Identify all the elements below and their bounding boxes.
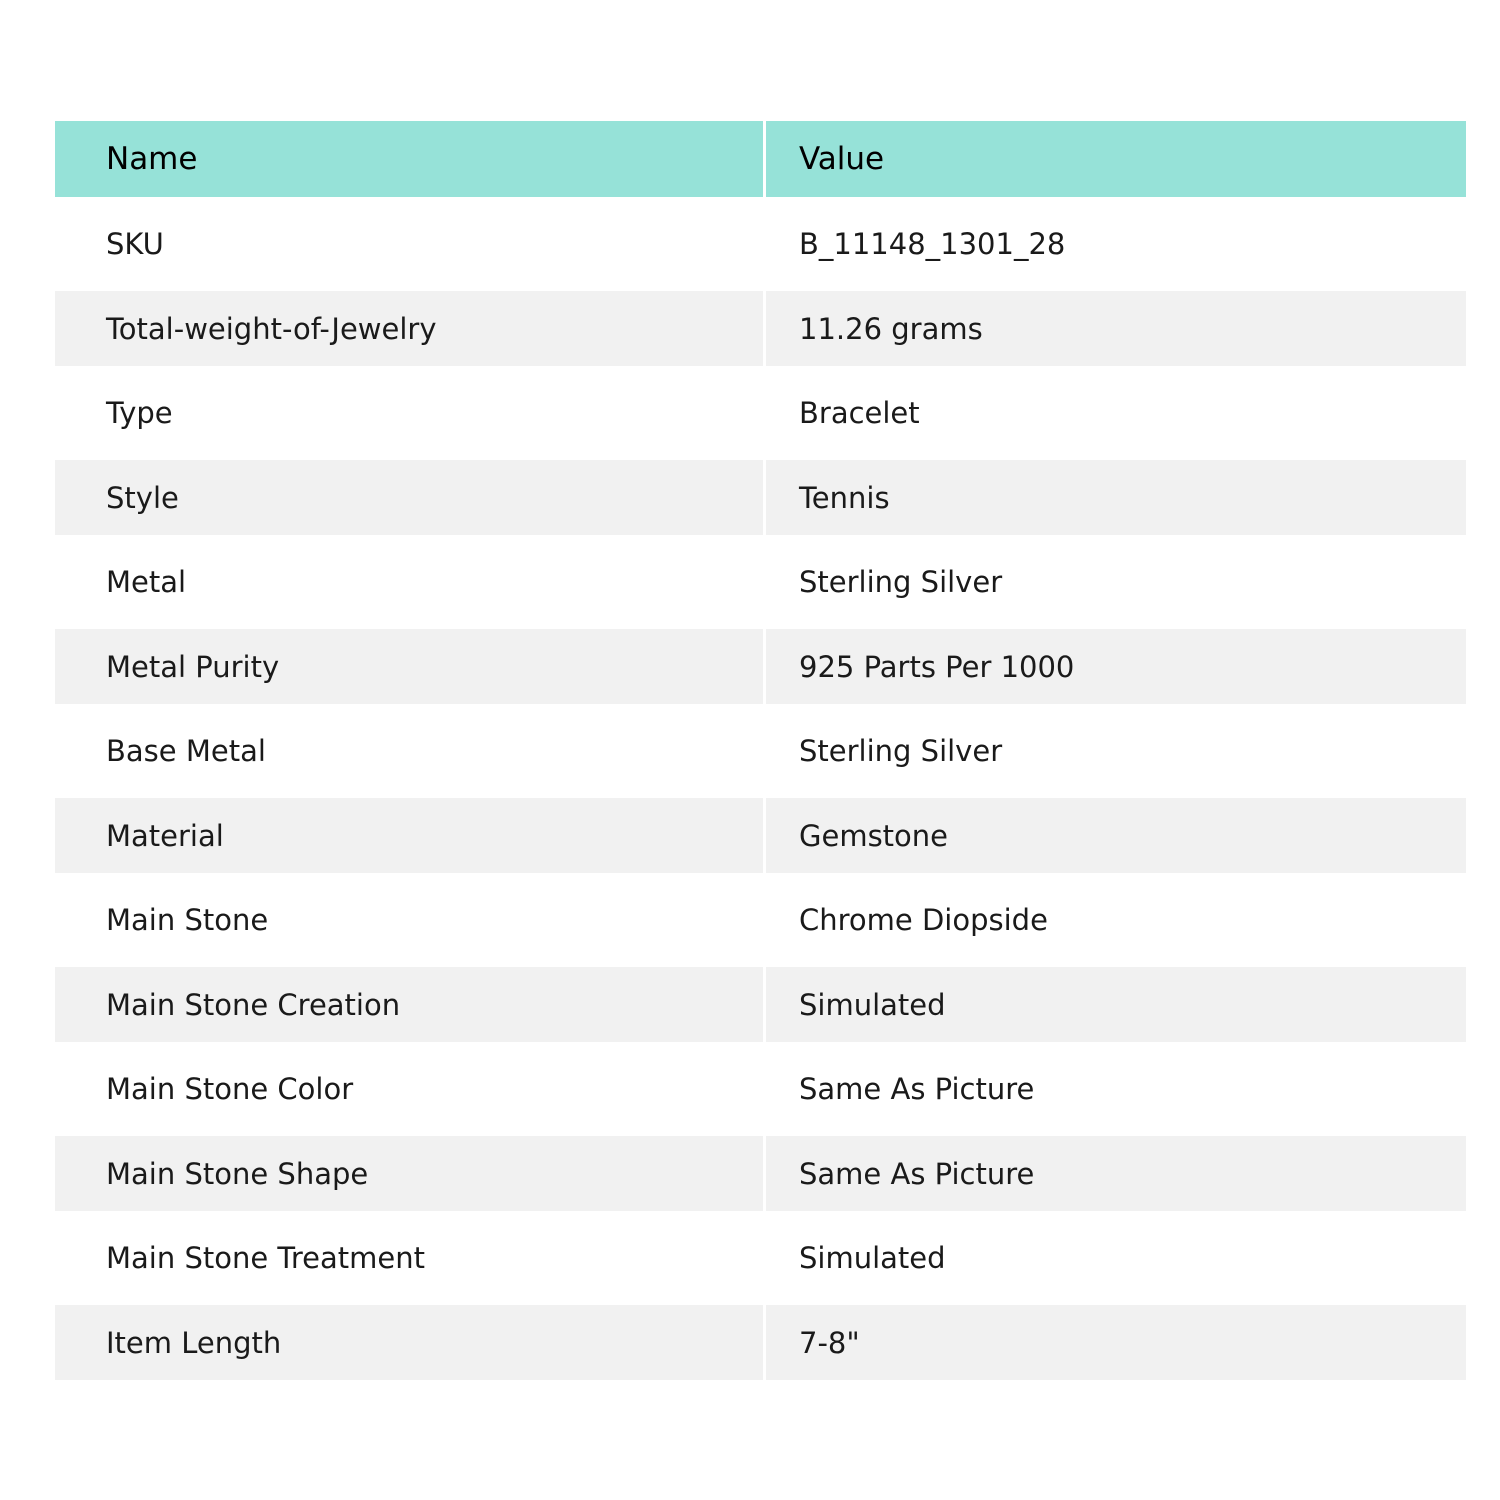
table-row bbox=[55, 460, 1466, 535]
row-value-cell: Simulated bbox=[766, 1211, 1466, 1305]
row-name-cell: Main Stone Shape bbox=[55, 1136, 766, 1211]
name-column-header: Name bbox=[55, 121, 766, 197]
row-name-cell: Total-weight-of-Jewelry bbox=[55, 291, 766, 366]
value-column-header: Value bbox=[766, 121, 1466, 197]
row-name-cell: Main Stone Color bbox=[55, 1042, 766, 1136]
row-value-cell: Bracelet bbox=[766, 366, 1466, 460]
row-value-cell: Sterling Silver bbox=[766, 535, 1466, 629]
row-value-cell: Same As Picture bbox=[766, 1136, 1466, 1211]
row-name-cell: Main Stone Treatment bbox=[55, 1211, 766, 1305]
row-name-cell: Style bbox=[55, 460, 766, 535]
row-name-cell: SKU bbox=[55, 197, 766, 291]
row-name-cell: Metal bbox=[55, 535, 766, 629]
row-value-cell: 925 Parts Per 1000 bbox=[766, 629, 1466, 704]
row-name-cell: Metal Purity bbox=[55, 629, 766, 704]
table-row bbox=[55, 1211, 1466, 1305]
table-body bbox=[55, 197, 1466, 1380]
table-row bbox=[55, 291, 1466, 366]
table-row bbox=[55, 366, 1466, 460]
row-name-cell: Main Stone bbox=[55, 873, 766, 967]
row-value-cell: Gemstone bbox=[766, 798, 1466, 873]
spec-table bbox=[55, 121, 1466, 1380]
row-name-cell: Main Stone Creation bbox=[55, 967, 766, 1042]
row-value-cell: Chrome Diopside bbox=[766, 873, 1466, 967]
table-header-row bbox=[55, 121, 1466, 197]
table-row bbox=[55, 798, 1466, 873]
table-row bbox=[55, 197, 1466, 291]
row-name-cell: Type bbox=[55, 366, 766, 460]
table-row bbox=[55, 629, 1466, 704]
row-name-cell: Base Metal bbox=[55, 704, 766, 798]
table-row bbox=[55, 1136, 1466, 1211]
table-row bbox=[55, 873, 1466, 967]
row-value-cell: B_11148_1301_28 bbox=[766, 197, 1466, 291]
table-row bbox=[55, 1042, 1466, 1136]
table-row bbox=[55, 535, 1466, 629]
row-value-cell: 7-8" bbox=[766, 1305, 1466, 1380]
row-name-cell: Item Length bbox=[55, 1305, 766, 1380]
row-name-cell: Material bbox=[55, 798, 766, 873]
row-value-cell: 11.26 grams bbox=[766, 291, 1466, 366]
row-value-cell: Simulated bbox=[766, 967, 1466, 1042]
row-value-cell: Same As Picture bbox=[766, 1042, 1466, 1136]
row-value-cell: Tennis bbox=[766, 460, 1466, 535]
table-row bbox=[55, 1305, 1466, 1380]
row-value-cell: Sterling Silver bbox=[766, 704, 1466, 798]
table-row bbox=[55, 704, 1466, 798]
table-row bbox=[55, 967, 1466, 1042]
